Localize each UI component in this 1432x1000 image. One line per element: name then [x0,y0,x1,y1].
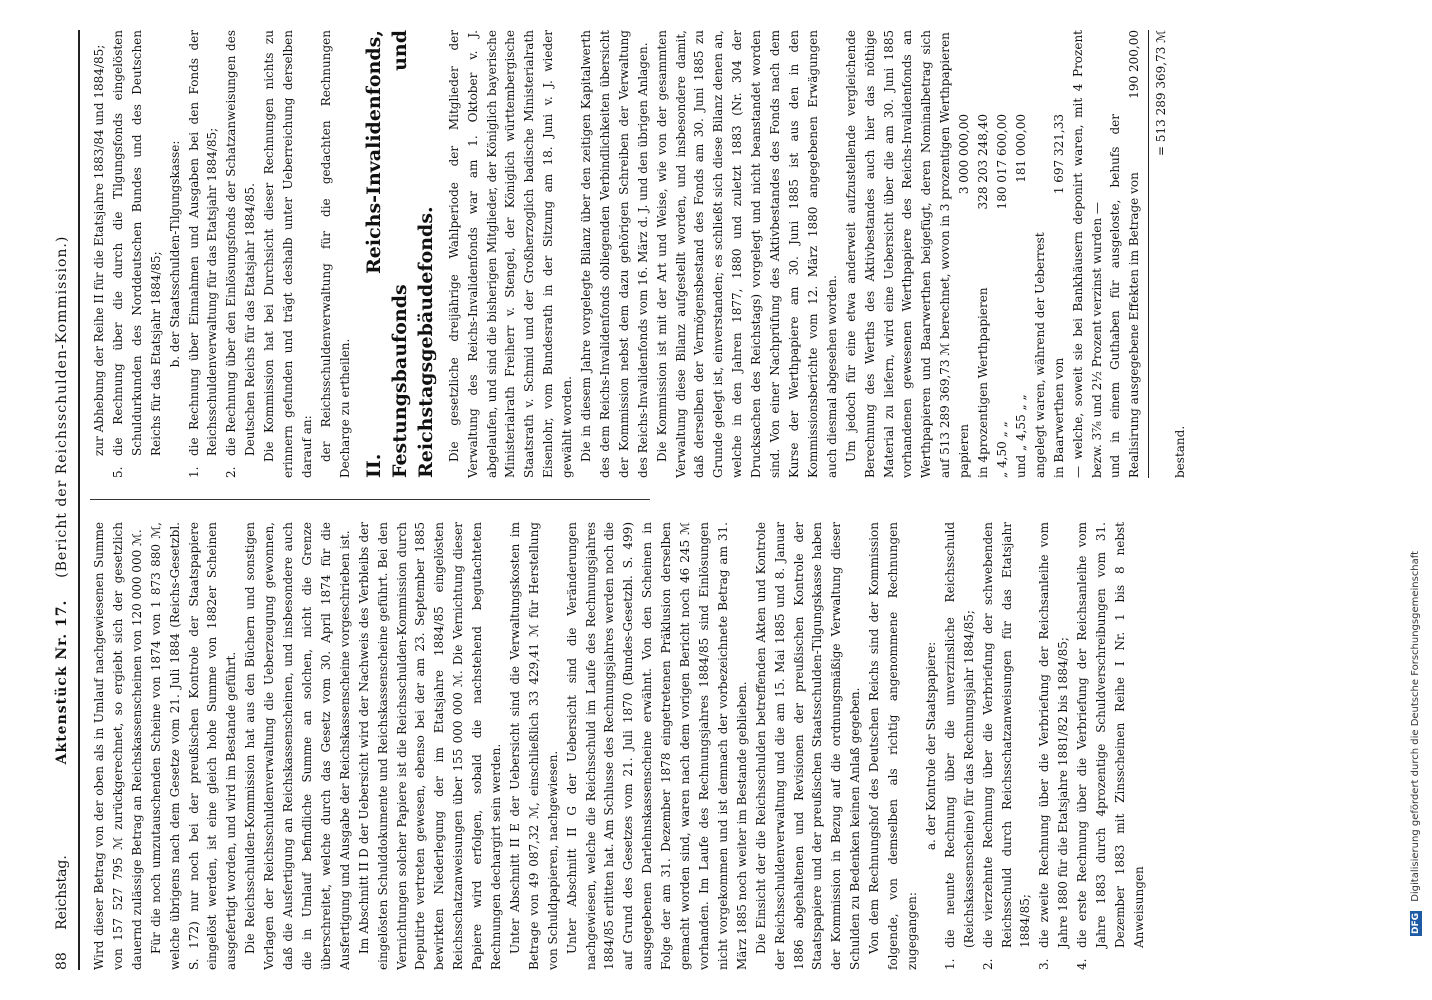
paragraph: Wird dieser Betrag von der oben als in Umlauf nachgewiesenen Summe von 157 527 795 ℳ zurückgerechnet, so ergiebt sich der gesetzlich dauernd zulässige Betrag an Reichskassenscheinen von 120 000 000 ℳ. [92,522,144,970]
list-text: die Rechnung über den Einlösungsfonds der Schatzanweisungen des Deutschen Reichs für das Etatsjahr 1884/85. [224,30,258,456]
row-amount: 1 697 321,33 [1051,114,1066,195]
list-text: die neunte Rechnung über die unverzinsliche Reichsschuld (Reichskassenscheine) für das Rechnungsjahr 1884/85; [942,522,976,948]
header-title: (Bericht der Reichsschulden-Kommission.) [54,235,70,578]
table-row [1106,30,1144,478]
list-number: 2. [224,466,239,478]
subheading: b. der Staatsschulden-Tilgungskasse: [167,140,182,368]
list-item [1035,522,1073,970]
total-spacer [1152,156,1171,478]
list-number: 1. [942,958,957,970]
paragraph: Unter Abschnitt II E der Uebersicht sind die Verwaltungskosten im Betrage von 49 087,32 ℳ, einschließlich 33 429,41 ℳ für Herstellung von Schuldpapieren, nachgewiesen. [507,522,560,970]
page-number: 88 [54,952,70,970]
row-label: und „ 4,55 „ „ [1013,394,1028,478]
table-note: angelegt waren, während der Ueberrest [1032,232,1047,478]
list-text: die Rechnung über Einnahmen und Ausgaben bei den Fonds der Reichsschuldenverwaltung für das Etatsjahr 1884/85; [186,30,220,456]
row-amount: 180 017 600,00 [994,114,1009,210]
list-item [1073,522,1149,970]
paragraph: Die Einsicht der die Reichsschulden betreffenden Akten und Kontrole der Reichsschuldenverwaltung und die am 15. Mai 1885 und 8. Januar 1886 abgehaltenen und Revisionen der preußischen Kontrole der Staatspapiere und der preußischen Staatsschulden-Tilgungskasse haben der Kommission in Bezug auf die ordnungsmäßige Verwaltung dieser Schulden zu Bedenken keinen Anlaß gegeben. [753,522,863,970]
paragraph: Die Reichsschulden-Kommission hat aus den Büchern und sonstigen Vorlagen der Reichsschuldenverwaltung die Ueberzeugung gewonnen, daß die Ausfertigung an Reichskassenscheinen, und insbesondere auch die in Umlauf befindliche Summe an solchen, nicht die Grenze überschreitet, welche durch das Gesetz vom 30. April 1874 für die Ausfertigung und Ausgabe der Reichskassenscheine vorgeschrieben ist. [243,522,352,970]
list-item [222,30,260,478]
subheading: a. der Kontrole der Staatspapiere: [923,641,938,851]
left-column [90,522,1400,970]
list-item [941,522,979,970]
table-row [1012,30,1031,478]
dfg-watermark [1410,16,1426,936]
row-amount: 328 203 248,40 [976,114,991,210]
list-text: die vierzehnte Rechnung über die Verbriefung der schwebenden Reichsschuld durch Reichsschatzanweisungen für das Etatsjahr 1884/85; [980,522,1033,948]
row-amount-right: 190 200,00 [1127,30,1142,99]
list-number: 3. [1037,958,1052,970]
total-row [1148,30,1171,478]
row-amount-right [1050,30,1069,114]
paragraph: Die Kommission hat bei Durchsicht dieser Rechnungen nichts zu erinnern gefunden und trägt deshalb unter Ueberreichung derselben darauf an: [262,30,314,478]
table-row [974,30,993,478]
paragraph: Im Abschnitt II D der Uebersicht wird der Nachweis des Verbleibs der eingelösten Schulddokumente und Reichskassenscheine geführt. Bei den Vernichtungen solcher Papiere ist die Reichsschulden-Kommission durch Deputirte vertreten gewesen, ebenso bei der am 23. September 1885 bewirkten Niederlegung der im Etatsjahre 1884/85 eingelösten Reichsschatzanweisungen über 155 000 000 ℳ. Die Vernichtung dieser Papiere wird erfolgen, sobald die nachstehend begutachteten Rechnungen dechargirt sein werden. [356,522,504,970]
row-label: papieren [957,423,972,478]
paragraph: Unter Abschnitt II G der Uebersicht sind die Veränderungen nachgewiesen, welche die Reichsschuld im Laufe des Rechnungsjahres 1884/85 erlitten hat. Am Schlusse des Rechnungsjahres werden noch die auf Grund des Gesetzes vom 21. Juli 1870 (Bundes-Gesetzbl. S. 499) ausgegebenen Darlehnskassenscheine erwähnt. Von den Scheinen in Folge der am 31. Dezember 1878 eingetretenen Präklusion derselben gemacht worden sind, waren nach dem vorigen Bericht noch 46 245 ℳ vorhanden. Im Laufe des Rechnungsjahres 1884/85 sind Einlösungen nicht vorgekommen und ist demnach der vorbezeichnete Betrag am 31. März 1885 noch weiter im Bestande geblieben. [564,522,749,970]
table-row [955,30,974,478]
paragraph: der Reichsschuldenverwaltung für die gedachten Rechnungen Decharge zu ertheilen. [318,30,352,478]
row-label: „ 4,50 „ „ [994,421,1009,478]
header-left: Reichstag. [54,855,70,930]
list-item [185,30,223,478]
page-header [50,30,80,970]
rotated-page [50,30,1400,970]
row-amount-right [974,30,993,114]
numbered-list-b [185,30,261,478]
table-row [993,30,1012,478]
list-item [109,30,166,478]
total-amount: = 513 289 369,73 ℳ [1154,30,1169,156]
section-title: II. Reichs-Invalidenfonds, Festungsbaufonds und Reichstagsgebäudefonds. [362,30,437,478]
paragraph: Die in diesem Jahre vorgelegte Bilanz über den zeitigen Kapitalwerth des dem Reichs-Invalidenfonds obliegenden Verbindlichkeiten übersicht der Kommission nebst dem dazu gehörigen Schreiben der Verwaltung des Reichs-Invalidenfonds vom 16. März d. J. und den übrigen Anlagen. [579,30,650,478]
holdings-table [955,30,1190,478]
row-label: und in einem Guthaben für ausgeloste, behufs der Realisirung ausgegebene Effekten im Betrage von [1108,114,1142,478]
list-text: die erste Rechnung über die Verbriefung der Reichsanleihe vom Jahre 1883 durch 4prozentige Schuldverschreibungen vom 31. Dezember 1883 mit Zinsscheinen Reihe I Nr. 1 bis 8 nebst Anweisungen [1075,522,1146,948]
list-item [90,30,109,478]
right-column [90,30,1400,478]
list-number: 1. [186,466,201,478]
row-amount-right [955,30,974,114]
row-amount: 3 000 000,00 [957,114,972,195]
row-amount-right [993,30,1012,114]
list-text: zur Abhebung der Reihe II für die Etatsjahre 1883/84 und 1884/85; [92,44,106,456]
row-amount-right [1012,30,1031,114]
paragraph: Von dem Rechnungshof des Deutschen Reichs sind der Kommission folgende, von demselben als richtig angenommene Rechnungen zugegangen: [867,522,919,970]
paragraph: Für die noch umzutauschenden Scheine von 1874 von 1 873 880 ℳ, welche übrigens nach dem Gesetze vom 21. Juli 1884 (Reichs-Gesetzbl. S. 172) nur noch bei der preußischen Kontrole der Staatspapiere eingelöst werden, ist eine gleich hohe Summe von 1882er Scheinen ausgefertigt worden, und wird im Bestande geführt. [148,522,239,970]
paragraph: Die gesetzliche dreijährige Wahlperiode der Mitglieder der Verwaltung des Reichs-Invalidenfonds war am 1. Oktober v. J. abgelaufen, und sind die bisherigen Mitglieder, der Königlich bayerische Ministerialrath Freiherr v. Stengel, der Königlich württembergische Staatsrath v. Schmid und der Großherzoglich badische Ministerialrath Eisenlohr, vom Bundesrath in der Sitzung am 18. Juni v. J. wieder gewählt worden. [446,30,575,478]
list-text: die Rechnung über die durch die Tilgungsfonds eingelösten Schuldurkunden des Norddeutschen Bundes und des Deutschen Reichs für das Etatsjahr 1884/85; [110,30,163,456]
table-row [1050,30,1069,478]
watermark-text: Digitalisierung gefördert durch die Deutsche Forschungsgemeinschaft [1410,550,1421,902]
numbered-list [941,522,1149,970]
list-number: 5. [110,466,125,478]
header-center [50,110,74,890]
dfg-logo: DFG [1411,912,1421,934]
list-text: die zweite Rechnung über die Verbriefung der Reichsanleihe vom Jahre 1880 für die Etatsjahre 1881/82 bis 1884/85; [1037,522,1071,948]
aktenstueck-label: Aktenstück Nr. 17. [54,599,70,765]
list-number: 2. [980,958,995,970]
row-amount: 181 000,00 [1013,114,1028,183]
paragraph: Die Kommission ist mit der Art und Weise, wie von der gesammten Verwaltung diese Bilanz aufgestellt worden, und insbesondere damit, daß derselben der Vermögensbestand des Fonds am 30. Juni 1885 zu Grunde gelegt ist, einverstanden; es schließt sich diese Bilanz denen an, welche in den Jahren 1877, 1880 und zuletzt 1883 (Nr. 304 der Drucksachen des Reichstags) vorgelegt und nicht beanstandet worden sind. Von einer Nachprüfung des Aktivbestandes des Fonds nach dem Kurse der Werthpapiere am 30. Juni 1885 ist aus den in den Kommissionsberichte vom 12. März 1880 angegebenen Erwägungen auch diesmal abgesehen worden. [654,30,839,478]
list-item [979,522,1036,970]
list-number: 4. [1075,958,1090,970]
closing-line: bestand. [1173,425,1188,478]
paragraph: Um jedoch für eine etwa anderweit aufzustellende vergleichende Berechnung des Werths des Aktivbestandes auch hier das nöthige Material zu liefern, wird eine Uebersicht über die am 30. Juni 1885 vorhandenen gewesenen Werthpapiere des Reichs-Invalidenfonds an Werthpapieren und Baarwerthen beigefügt, deren Nominalbetrag sich auf 513 289 369,73 ℳ berechnet, wovon in 3 prozentigen Werthpapieren [843,30,953,478]
numbered-list-continued [90,30,166,478]
row-label: in Baarwerthen von [1051,357,1066,478]
row-label: in 4prozentigen Werthpapieren [976,287,991,478]
table-note: — welche, soweit sie bei Bankhäusern deponirt waren, mit 4 Prozent bezw. 3⅞ und 2½ Prozent verzinst wurden — [1070,30,1104,478]
column-divider [90,499,650,500]
